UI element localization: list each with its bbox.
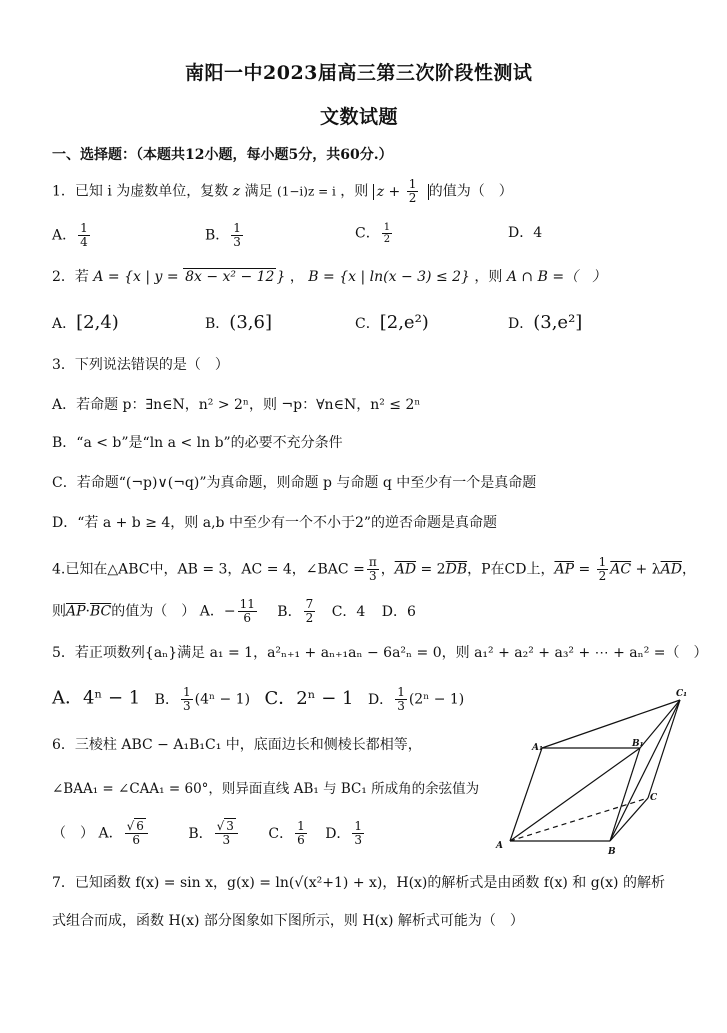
question-1-stem [52,178,513,205]
q4-half-num: 1 [598,555,607,569]
q1-option-b-fraction [231,222,243,249]
question-3-stem: 3．下列说法错误的是（ ） [52,357,229,373]
q6-b-den: 3 [222,833,231,847]
q1-option-c-letter: C． [355,225,380,242]
q6-b-radicand: 3 [226,819,234,833]
q2-option-d [508,314,582,333]
q2-set-a-close: } [276,269,286,285]
q2-ask: A ∩ B =（ ） [506,269,607,285]
q4-option-b-letter: B． [277,603,302,620]
q6-d-num: 1 [354,819,363,833]
q5-b-num: 1 [182,685,191,699]
q2-option-c [355,314,429,333]
q4-vector-bc: $\overline{BC}$ [89,603,112,620]
q4-vector-ap-2: $\overline{AP}$ [66,603,86,620]
q3-option-a: A．若命题 p：∃n∈N，n² > 2ⁿ，则 ¬p：∀n∈N，n² ≤ 2ⁿ [52,397,421,413]
q3-option-b: B．“a < b”是“ln a < ln b”的必要不充分条件 [52,435,343,451]
q1-half-num: 1 [408,177,417,191]
question-4-line2 [52,598,416,625]
q4-vector-ac: $\overline{AC}$ [610,561,632,578]
q5-option-c: C．2ⁿ − 1 [264,687,354,709]
q6-a-radicand: 6 [136,819,144,833]
q1-a-den: 4 [80,235,88,249]
q6-paren: （ ） [52,825,94,842]
q1-suffix: 的值为（ ） [428,183,513,200]
q1-c-num: 1 [383,222,391,233]
q2-option-b-letter: B． [205,316,230,332]
edge-a-a1 [510,748,542,841]
q2-option-b-text: (3,6] [229,312,272,333]
q4-line2-prefix: 则 [52,603,66,620]
question-6-line2: ∠BAA₁ = ∠CAA₁ = 60°，则异面直线 AB₁ 与 BC₁ 所成角的余弦值为 [52,781,480,797]
q1-condition: (1−i)z = i [277,184,336,199]
q1-c-den: 2 [383,234,391,245]
q2-option-c-text: [2,e²) [379,312,429,333]
q1-option-d-letter: D． [508,225,534,241]
q4-plus-lambda: + λ [631,561,661,578]
q2-option-a [52,314,119,333]
q3-option-d: D．“若 a + b ≥ 4，则 a,b 中至少有一个不小于2”的逆否命题是真命题 [52,515,498,531]
edge-b-c [610,798,648,841]
q4-option-a-letter: A． [199,603,224,620]
q4-mid: ， [380,561,395,578]
q1-half-den: 2 [408,191,417,205]
label-a: A [496,841,503,851]
q4-a-den: 6 [243,611,252,625]
q2-comma: ， [289,269,304,285]
q5-b-den: 3 [182,699,191,713]
q2-set-a: A = {x | y = [93,269,184,285]
q1-option-a-letter: A． [52,227,77,244]
q4-b-den: 2 [305,611,314,625]
q3-option-c: C．若命题“(¬p)∨(¬q)”为真命题，则命题 p 与命题 q 中至少有一个是真命题 [52,475,537,491]
question-6-line1: 6．三棱柱 ABC − A₁B₁C₁ 中，底面边长和侧棱长都相等， [52,737,422,753]
q5-option-b-letter: B． [154,691,179,708]
q2-option-d-letter: D． [508,316,534,332]
q4-a-num: 11 [239,597,255,611]
exam-title: 南阳一中2023届高三第三次阶段性测试 [185,62,533,84]
q1-prefix: 1．已知 i 为虚数单位，复数 [52,183,229,200]
q4-angle-fraction [367,556,379,583]
q6-option-c-letter: C． [268,825,294,842]
question-7-line2: 式组合而成，函数 H(x) 部分图象如下图所示，则 H(x) 解析式可能为（ ） [52,913,524,929]
label-c: C [650,793,658,803]
prism-figure [490,686,700,856]
segment-a-b1 [510,748,640,841]
q1-option-b-letter: B． [205,227,230,244]
q6-c-num: 1 [297,819,305,833]
q1-a-num: 1 [80,221,88,235]
q1-b-num: 1 [233,221,241,235]
q6-option-b-fraction: $\frac{√ 3}{3}$ [215,820,238,847]
q4-line1-end: ， [681,561,696,578]
q4-half-fraction [597,556,609,583]
q1-abs-expr [373,177,429,205]
q5-option-d-letter: D． [367,691,394,708]
q5-option-d-tail: (2ⁿ − 1) [408,691,465,708]
q4-eq2: = 2 [416,561,446,578]
q6-option-d-fraction [352,820,364,847]
q5-option-b-tail: (4ⁿ − 1) [194,691,251,708]
q4-vector-ad: $\overline{AD}$ [394,561,417,578]
q1-option-a [52,222,92,249]
q2-option-c-letter: C． [355,316,380,332]
q1-half-fraction [407,178,419,205]
q4-option-a-sign: − [223,603,236,620]
question-2-stem [52,268,606,286]
q1-option-d-text: 4 [533,225,543,241]
q4-dot: · [85,603,90,620]
q2-set-a-radicand: 8x − x² − 12 [185,269,275,285]
label-b1: B₁ [632,739,644,749]
q6-option-d-letter: D． [325,825,351,842]
q4-prefix: 4.已知在△ABC中，AB = 3，AC = 4，∠BAC = [52,561,365,578]
q6-option-a-fraction: $\frac{√ 6}{6}$ [125,820,148,847]
q4-vector-ad-2: $\overline{AD}$ [660,561,682,578]
question-5-stem: 5．若正项数列{aₙ}满足 a₁ = 1，a²ₙ₊₁ + aₙ₊₁aₙ − 6a²ₙ = 0，则 a₁² + a₂² + a₃² + ⋯ + aₙ² =（ ） [52,645,708,661]
q1-var-z: z [232,183,241,200]
q1-option-c-fraction [382,222,392,245]
q2-option-a-letter: A． [52,316,77,332]
q6-option-a-letter: A． [98,825,123,842]
subject-title: 文数试题 [320,106,399,128]
q4-option-b-fraction [304,598,316,625]
q5-option-a: A．4ⁿ − 1 [52,687,141,709]
q1-after: ，则 [340,183,369,200]
q4-vector-ap: $\overline{AP}$ [554,561,574,578]
q4-angle-den: 3 [368,569,377,583]
q6-d-den: 3 [354,833,363,847]
q4-vector-db: $\overline{DB}$ [445,561,468,578]
q2-set-b: B = {x | ln(x − 3) ≤ 2} [308,269,470,285]
q4-mid2: ，P在CD上， [467,561,555,578]
q4-option-d: D．6 [381,603,416,620]
q1-b-den: 3 [233,235,241,249]
section-heading: 一、选择题：（本题共12小题，每小题5分，共60分.） [52,147,393,163]
q5-d-num: 1 [397,685,405,699]
q6-option-b-letter: B． [188,825,213,842]
q4-b-num: 7 [305,597,314,611]
q1-option-a-fraction [78,222,90,249]
question-7-line1: 7．已知函数 f(x) = sin x，g(x) = ln(√(x²+1) + x)，H(x)的解析式是由函数 f(x) 和 g(x) 的解析 [52,875,665,891]
edge-b-b1 [610,748,640,841]
q5-options [52,686,464,713]
q2-option-b [205,314,272,333]
q4-half-den: 2 [598,569,607,583]
q5-option-d-fraction [395,686,407,713]
q1-abs-inner: z + [376,183,405,200]
q4-angle-num: π [368,555,377,569]
q6-option-c-fraction [295,820,307,847]
q2-option-d-text: (3,e²] [533,312,583,333]
q1-option-c [355,222,394,245]
q1-mid: 满足 [244,183,273,200]
label-c1: C₁ [676,689,688,699]
q4-option-c: C．4 [331,603,366,620]
q6-c-den: 6 [297,833,305,847]
q2-prefix: 2．若 [52,269,89,285]
edge-c-c1 [648,700,680,798]
q4-line2-mid: 的值为（ ） [111,603,196,620]
q4-eq-half: = [574,561,595,578]
q1-option-d [508,224,542,242]
label-b: B [608,847,616,856]
label-a1: A₁ [532,743,543,753]
edge-a-c-hidden [510,798,648,841]
q5-option-b-fraction [181,686,193,713]
q2-option-a-text: [2,4) [76,312,119,333]
q6-a-den: 6 [132,833,141,847]
q1-option-b [205,222,245,249]
q4-option-a-fraction [238,598,257,625]
q2-suffix: ，则 [474,269,503,285]
q6-options [52,820,366,847]
question-4-line1 [52,556,696,583]
q5-d-den: 3 [397,699,405,713]
